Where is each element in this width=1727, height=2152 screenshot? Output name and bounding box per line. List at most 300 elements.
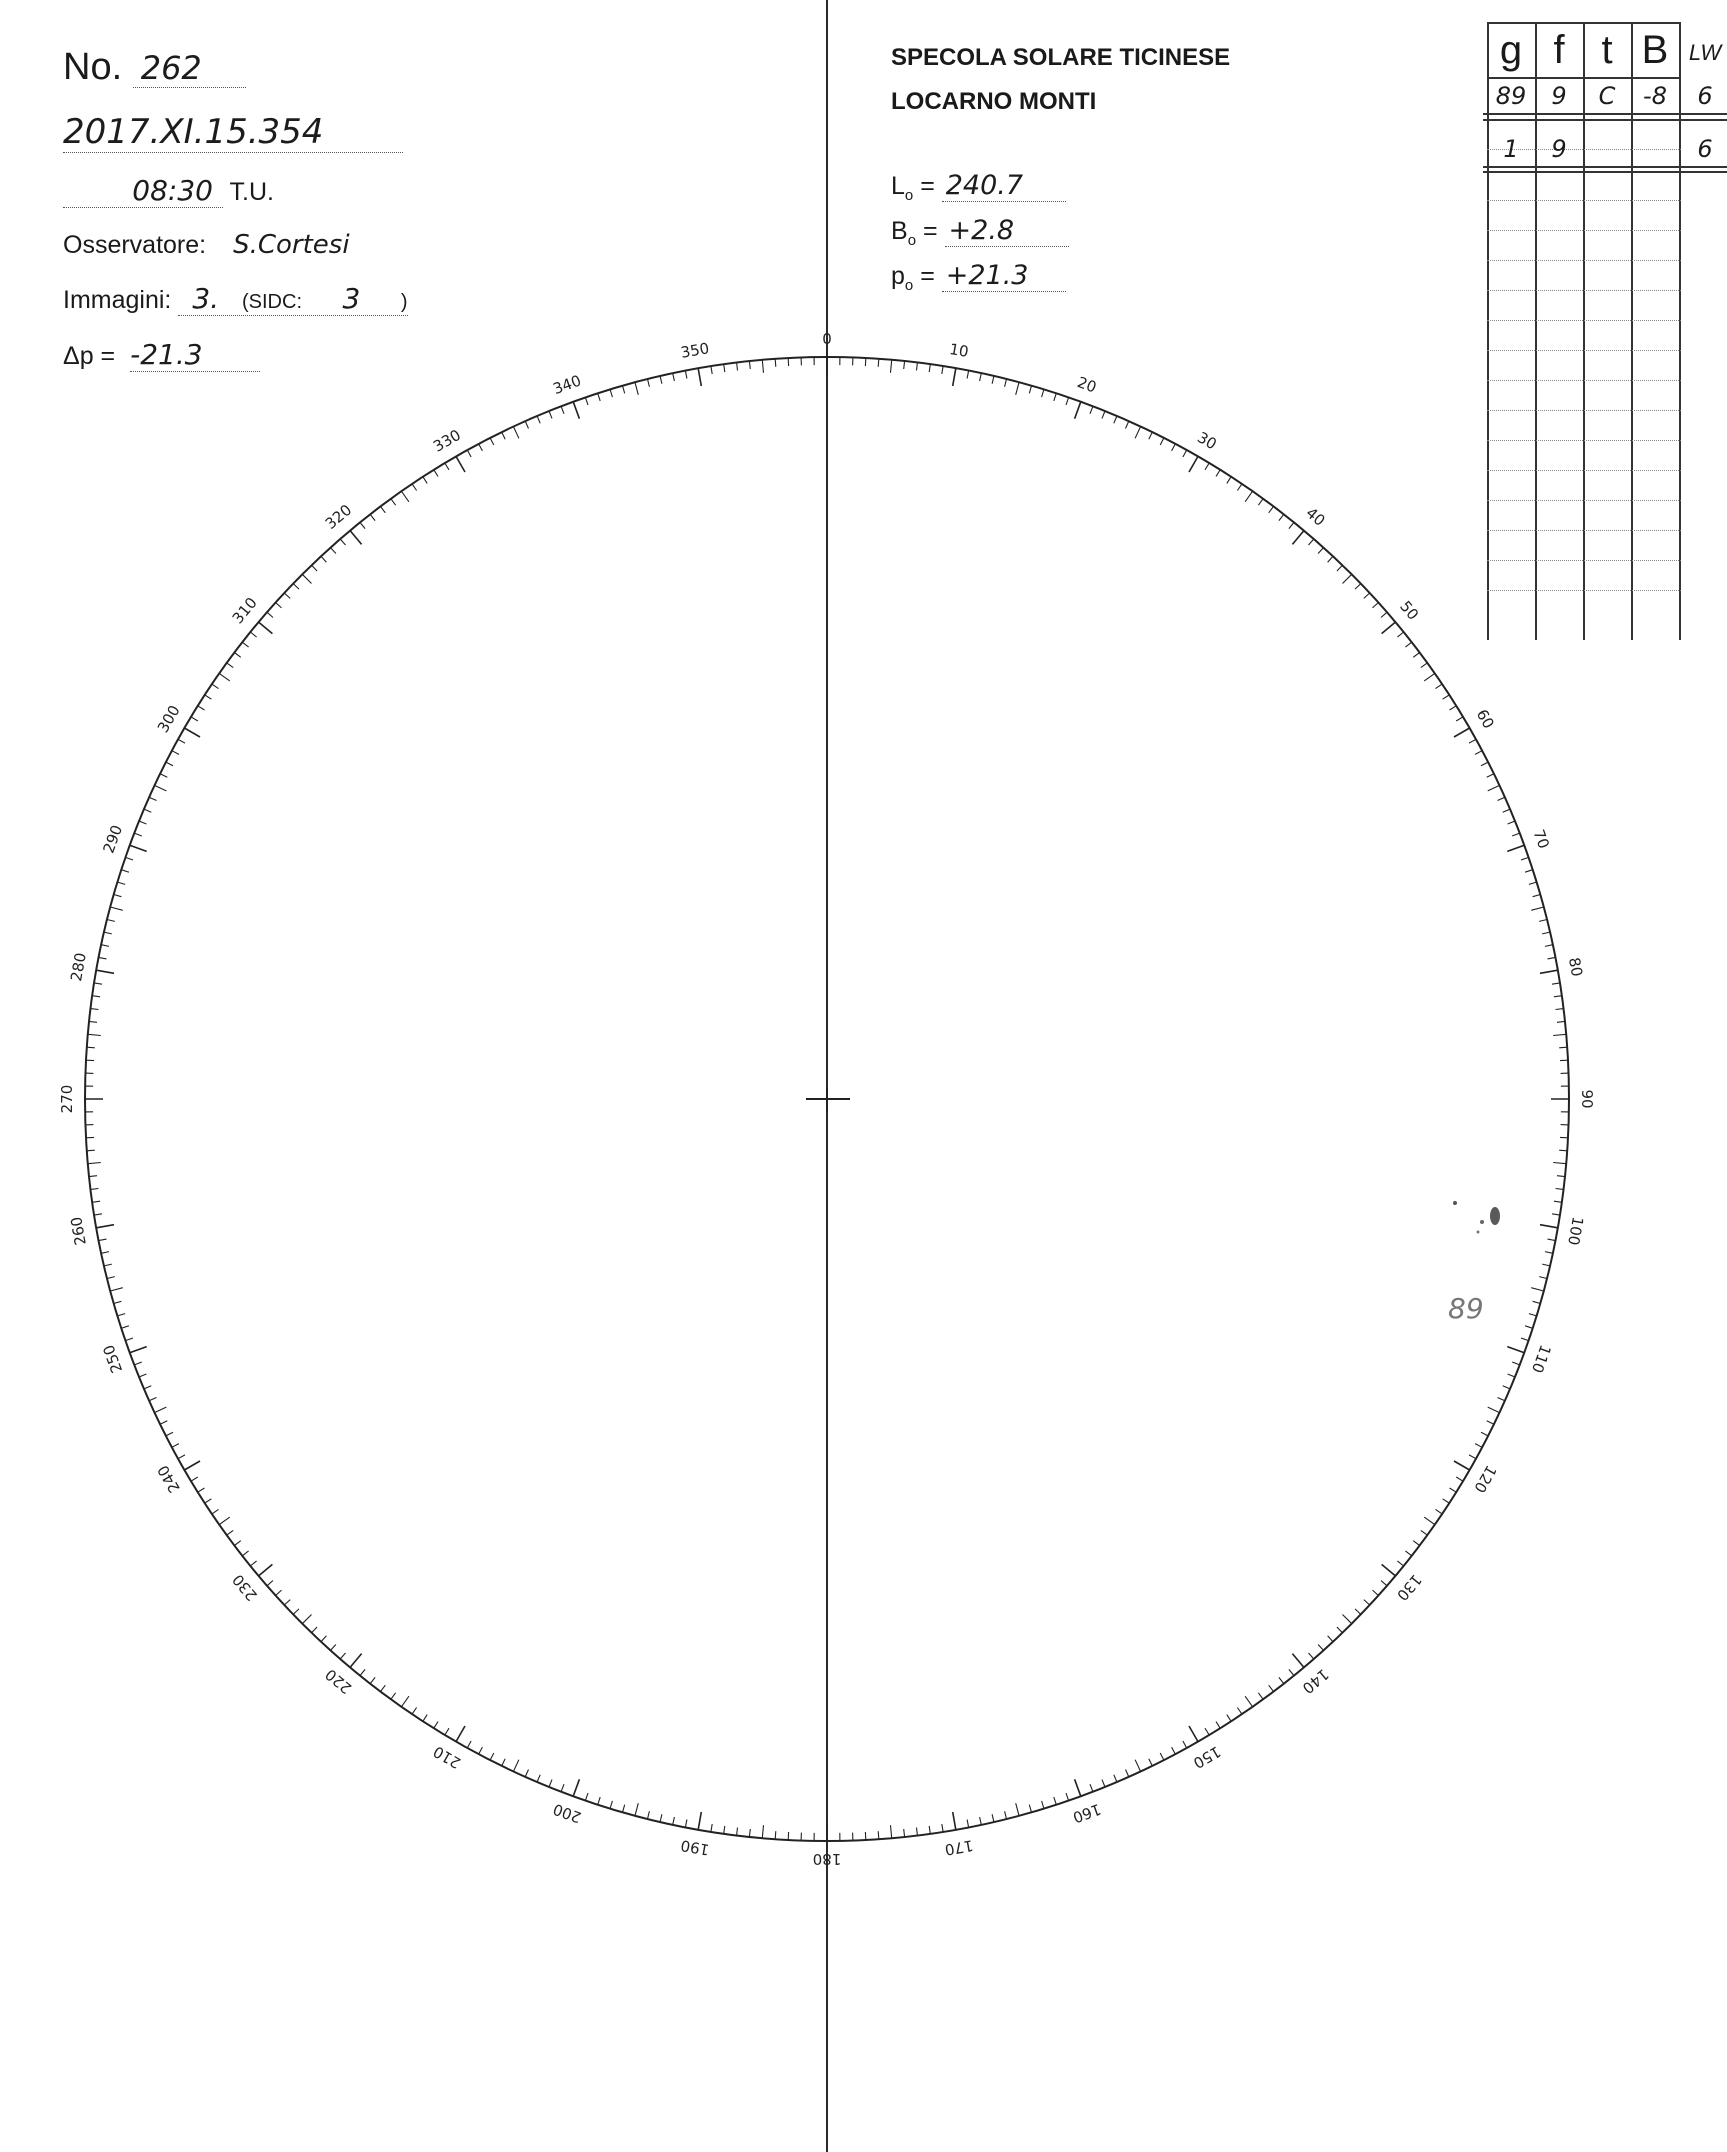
degree-tick (942, 1824, 943, 1832)
degree-tick (685, 1820, 687, 1828)
degree-label: 300 (153, 702, 184, 736)
degree-tick (1279, 514, 1284, 520)
degree-tick (1556, 1189, 1564, 1190)
degree-label: 190 (679, 1836, 711, 1859)
degree-tick (1114, 416, 1117, 423)
degree-tick (172, 1444, 179, 1448)
degree-tick (525, 421, 528, 428)
degree-tick (635, 1803, 638, 1816)
degree-tick (992, 1814, 994, 1822)
degree-tick (99, 1239, 107, 1241)
degree-tick (1405, 642, 1411, 647)
degree-tick (1054, 1797, 1057, 1805)
degree-tick (992, 376, 994, 384)
degree-tick (1487, 774, 1494, 778)
degree-label: 80 (1564, 956, 1587, 978)
degree-tick (1450, 706, 1457, 710)
degree-tick (891, 360, 892, 373)
degree-tick (101, 1252, 109, 1254)
degree-tick (1542, 932, 1550, 934)
degree-tick (125, 857, 133, 860)
degree-tick (1507, 1347, 1524, 1353)
degree-tick (87, 1047, 95, 1048)
degree-tick (1529, 882, 1537, 884)
degree-tick (1507, 845, 1524, 851)
degree-tick (1542, 1264, 1550, 1266)
degree-tick (360, 1669, 365, 1675)
degree-tick (1481, 762, 1488, 766)
degree-tick (1456, 717, 1463, 721)
degree-tick (302, 1615, 311, 1624)
degree-label: 310 (228, 593, 261, 628)
degree-tick (91, 1189, 99, 1190)
table-cell: 6 (1697, 82, 1713, 110)
degree-tick (537, 1775, 540, 1782)
degree-tick (1126, 1770, 1129, 1777)
degree-tick (172, 751, 179, 755)
degree-tick (1554, 996, 1562, 997)
degree-label: 120 (1470, 1462, 1501, 1496)
degree-tick (724, 1826, 725, 1834)
degree-tick (1554, 1201, 1562, 1202)
degree-tick (155, 1407, 167, 1413)
degree-tick (953, 1812, 956, 1830)
degree-tick (1029, 386, 1031, 394)
degree-tick (1552, 983, 1560, 984)
degree-tick (99, 957, 107, 959)
degree-tick (117, 882, 125, 884)
degree-tick (184, 1461, 200, 1470)
degree-label: 320 (321, 500, 356, 533)
degree-tick (1066, 397, 1069, 405)
degree-label: 60 (1472, 706, 1498, 732)
degree-tick (1042, 389, 1044, 397)
degree-tick (1424, 673, 1435, 681)
degree-label: 240 (153, 1462, 184, 1496)
degree-tick (184, 728, 200, 737)
col-header-f: f (1553, 28, 1565, 72)
images-value: 3. (192, 282, 220, 315)
degree-tick (479, 1747, 483, 1754)
degree-label: 30 (1194, 428, 1220, 454)
degree-tick (121, 870, 129, 873)
degree-tick (134, 1362, 142, 1365)
degree-tick (1413, 1541, 1419, 1546)
degree-tick (1397, 632, 1403, 637)
degree-tick (155, 785, 167, 791)
degree-tick (360, 522, 365, 528)
degree-tick (160, 774, 167, 778)
degree-tick (737, 1828, 738, 1836)
degree-tick (1421, 1530, 1428, 1535)
degree-tick (234, 653, 240, 658)
degree-tick (1382, 622, 1396, 634)
degree-tick (130, 845, 147, 851)
degree-tick (104, 1264, 112, 1266)
degree-label: 100 (1564, 1215, 1587, 1247)
degree-tick (1355, 1609, 1361, 1615)
degree-tick (1553, 1034, 1566, 1035)
degree-tick (1189, 1726, 1198, 1742)
degree-tick (737, 363, 738, 371)
degree-tick (1508, 1374, 1515, 1377)
degree-tick (166, 1432, 173, 1436)
degree-tick (1521, 857, 1529, 860)
degree-tick (1126, 421, 1129, 428)
param-p0: $p_o = +21.3$ (891, 260, 1066, 294)
degree-tick (250, 1561, 256, 1566)
degree-tick (479, 444, 483, 451)
drawing-number-label: No. (63, 46, 123, 88)
degree-tick (1487, 1421, 1494, 1425)
degree-tick (1498, 797, 1505, 800)
degree-label: 270 (58, 1084, 76, 1114)
degree-tick (1525, 870, 1533, 873)
degree-tick (1216, 470, 1220, 477)
degree-tick (573, 402, 579, 419)
degree-tick (94, 983, 102, 984)
degree-tick (144, 1386, 151, 1389)
degree-tick (149, 797, 156, 800)
degree-tick (1292, 1654, 1304, 1668)
degree-tick (1540, 1225, 1558, 1228)
degree-label: 110 (1527, 1342, 1555, 1376)
degree-tick (1469, 1455, 1476, 1459)
degree-tick (1292, 531, 1304, 545)
degree-tick (967, 1820, 969, 1828)
degree-tick (1005, 1811, 1007, 1819)
degree-tick (917, 1828, 918, 1836)
degree-tick (1545, 945, 1553, 947)
degree-tick (711, 1824, 712, 1832)
degree-tick (1540, 970, 1558, 973)
degree-label: 140 (1298, 1665, 1333, 1698)
degree-tick (513, 1760, 519, 1772)
degree-tick (293, 584, 299, 590)
degree-tick (259, 1564, 273, 1576)
degree-tick (648, 379, 650, 387)
sidc-value: 3 (342, 282, 361, 315)
degree-tick (125, 1338, 133, 1341)
degree-tick (1245, 1696, 1253, 1707)
degree-tick (598, 393, 601, 401)
degree-tick (1512, 1362, 1520, 1365)
degree-tick (878, 359, 879, 367)
degree-tick (1545, 1252, 1553, 1254)
degree-tick (1216, 1722, 1220, 1729)
degree-tick (1548, 957, 1556, 959)
degree-tick (1258, 499, 1263, 506)
degree-tick (1227, 477, 1231, 484)
degree-tick (212, 684, 219, 689)
degree-tick (1436, 1509, 1443, 1514)
observatory-name: SPECOLA SOLARE TICINESE (891, 44, 1231, 71)
degree-tick (1539, 920, 1547, 922)
degree-tick (953, 368, 956, 386)
degree-tick (191, 717, 198, 721)
degree-tick (178, 739, 185, 743)
degree-tick (1029, 1805, 1031, 1813)
sunspot (1477, 1231, 1480, 1234)
degree-tick (212, 1509, 219, 1514)
degree-tick (878, 1831, 879, 1839)
observation-time-value: 08:30 (63, 174, 223, 208)
degree-tick (513, 427, 519, 439)
degree-tick (391, 499, 396, 506)
degree-tick (340, 1653, 345, 1659)
degree-tick (1245, 491, 1253, 502)
degree-tick (1381, 1581, 1387, 1586)
param-B0-value: +2.8 (945, 215, 1069, 247)
degree-tick (1289, 522, 1294, 528)
degree-tick (331, 548, 336, 554)
degree-tick (114, 895, 122, 897)
degree-label: 290 (99, 822, 127, 856)
degree-tick (89, 1021, 97, 1022)
degree-tick (1269, 506, 1274, 512)
degree-tick (91, 1009, 99, 1010)
degree-tick (259, 622, 273, 634)
degree-tick (284, 593, 290, 598)
degree-tick (635, 382, 638, 395)
observatory-location: LOCARNO MONTI (891, 88, 1097, 115)
degree-tick (1237, 484, 1242, 491)
table-cell: 1 (1503, 135, 1519, 163)
degree-tick (749, 1829, 750, 1837)
group-number-annotation: 89 (1448, 1292, 1484, 1325)
table-cell: 89 (1495, 82, 1527, 110)
degree-tick (92, 1201, 100, 1202)
degree-tick (412, 484, 417, 491)
degree-tick (1488, 1407, 1500, 1413)
degree-label: 20 (1074, 373, 1099, 397)
degree-tick (1066, 1793, 1069, 1801)
degree-tick (250, 632, 256, 637)
degree-tick (242, 1551, 248, 1556)
degree-tick (1114, 1775, 1117, 1782)
degree-tick (1481, 1432, 1488, 1436)
degree-tick (1172, 444, 1176, 451)
degree-tick (350, 1654, 362, 1668)
col-header-g: g (1499, 28, 1523, 72)
degree-tick (381, 1685, 386, 1691)
degree-tick (1337, 565, 1343, 571)
degree-tick (698, 368, 701, 386)
degree-tick (1498, 1398, 1505, 1401)
degree-tick (1450, 1488, 1457, 1492)
degree-tick (445, 1728, 449, 1735)
degree-tick (1102, 411, 1105, 418)
degree-tick (267, 1581, 273, 1586)
degree-tick (585, 1793, 588, 1801)
param-L0: $L_o = 240.7$ (891, 170, 1066, 204)
degree-tick (1373, 1590, 1379, 1595)
degree-tick (1090, 1784, 1093, 1792)
param-L0-value: 240.7 (942, 170, 1066, 202)
degree-tick (276, 603, 282, 608)
degree-tick (101, 945, 109, 947)
degree-tick (1042, 1801, 1044, 1809)
degree-tick (242, 642, 248, 647)
sunspot (1480, 1220, 1484, 1224)
degree-tick (1553, 1163, 1566, 1164)
degree-tick (561, 406, 564, 414)
degree-tick (1183, 1741, 1187, 1748)
degree-tick (610, 1801, 612, 1809)
observer-value: S.Cortesi (233, 230, 350, 260)
degree-tick (673, 373, 675, 381)
degree-tick (89, 1176, 97, 1177)
degree-tick (1405, 1551, 1411, 1556)
degree-tick (456, 1726, 465, 1742)
degree-tick (1512, 833, 1520, 836)
degree-tick (1160, 1753, 1164, 1760)
degree-tick (1135, 427, 1141, 439)
degree-tick (904, 361, 905, 369)
sunspot-group (1453, 1201, 1500, 1234)
degree-tick (673, 1817, 675, 1825)
degree-tick (1413, 653, 1419, 658)
degree-tick (456, 456, 465, 472)
degree-tick (401, 1696, 409, 1707)
degree-tick (1355, 584, 1361, 590)
degree-tick (762, 1825, 763, 1838)
degree-tick (648, 1811, 650, 1819)
degree-tick (1533, 1301, 1541, 1303)
degree-tick (1075, 1779, 1081, 1796)
degree-tick (502, 432, 506, 439)
degree-tick (96, 970, 114, 973)
degree-tick (929, 364, 930, 372)
degree-tick (340, 539, 345, 545)
degree-tick (1289, 1669, 1294, 1675)
degree-tick (1005, 379, 1007, 387)
degree-tick (1557, 1176, 1565, 1177)
degree-tick (1328, 556, 1333, 562)
degree-tick (312, 1627, 318, 1633)
degree-tick (198, 1488, 205, 1492)
degree-tick (980, 1817, 982, 1825)
degree-tick (144, 809, 151, 812)
degree-tick (423, 477, 427, 484)
degree-tick (660, 376, 662, 384)
degree-tick (775, 1831, 776, 1839)
degree-tick (227, 1530, 234, 1535)
degree-tick (1381, 612, 1387, 617)
degree-tick (293, 1609, 299, 1615)
degree-tick (1364, 1600, 1370, 1605)
col-header-t: t (1601, 28, 1613, 72)
degree-label: 130 (1393, 1570, 1426, 1605)
degree-tick (1279, 1677, 1284, 1683)
degree-tick (1529, 1314, 1537, 1316)
degree-tick (381, 506, 386, 512)
degree-label: 230 (228, 1570, 261, 1605)
degree-tick (107, 920, 115, 922)
degree-tick (762, 360, 763, 373)
degree-tick (917, 363, 918, 371)
degree-tick (1075, 402, 1081, 419)
degree-tick (1421, 663, 1428, 668)
degree-label: 50 (1396, 597, 1423, 624)
degree-tick (1328, 1636, 1333, 1642)
degree-tick (434, 1722, 438, 1729)
degree-tick (1443, 1499, 1450, 1503)
degree-tick (94, 1214, 102, 1215)
degree-tick (1548, 1239, 1556, 1241)
degree-tick (490, 438, 494, 445)
degree-tick (610, 389, 612, 397)
degree-tick (302, 574, 311, 583)
degree-tick (1488, 785, 1500, 791)
degree-tick (434, 470, 438, 477)
degree-tick (561, 1784, 564, 1792)
degree-tick (537, 416, 540, 423)
degree-tick (110, 907, 123, 910)
degree-tick (1149, 432, 1153, 439)
degree-label: 90 (1578, 1089, 1596, 1109)
degree-tick (724, 364, 725, 372)
degree-tick (1436, 684, 1443, 689)
degree-tick (1237, 1708, 1242, 1715)
degree-tick (234, 1541, 240, 1546)
degree-tick (117, 1314, 125, 1316)
degree-tick (198, 706, 205, 710)
table-cell: C (1598, 82, 1616, 110)
degree-tick (1539, 1277, 1547, 1279)
delta-p-label: Δp = (63, 342, 116, 370)
degree-tick (490, 1753, 494, 1760)
degree-tick (96, 1225, 114, 1228)
degree-tick (1318, 548, 1323, 554)
degree-tick (88, 1163, 101, 1164)
col-header-B: B (1641, 28, 1669, 72)
degree-label: 340 (550, 371, 584, 399)
degree-label: 200 (550, 1799, 584, 1827)
delta-p-value: -21.3 (130, 338, 260, 372)
degree-tick (412, 1708, 417, 1715)
degree-tick (1318, 1645, 1323, 1651)
degree-tick (191, 1477, 198, 1481)
degree-tick (1016, 1803, 1019, 1816)
degree-tick (711, 366, 712, 374)
degree-tick (573, 1779, 579, 1796)
degree-tick (1054, 393, 1057, 401)
table-cell: 6 (1697, 135, 1713, 163)
degree-tick (1258, 1693, 1263, 1700)
degree-tick (1552, 1214, 1560, 1215)
col-header-lw: LW (1688, 40, 1722, 65)
degree-tick (1531, 1288, 1544, 1291)
degree-tick (178, 1455, 185, 1459)
degree-tick (87, 1150, 95, 1151)
degree-tick (445, 463, 449, 470)
degree-tick (321, 556, 326, 562)
degree-tick (525, 1770, 528, 1777)
degree-tick (1227, 1715, 1231, 1722)
degree-tick (1456, 1477, 1463, 1481)
degree-label: 160 (1070, 1799, 1104, 1827)
sunspot (1490, 1207, 1500, 1225)
degree-tick (623, 1805, 625, 1813)
degree-tick (1160, 438, 1164, 445)
degree-tick (1183, 450, 1187, 457)
degree-tick (891, 1825, 892, 1838)
degree-label: 260 (67, 1215, 90, 1247)
degree-tick (980, 373, 982, 381)
degree-label: 170 (943, 1836, 975, 1859)
degree-tick (134, 833, 142, 836)
